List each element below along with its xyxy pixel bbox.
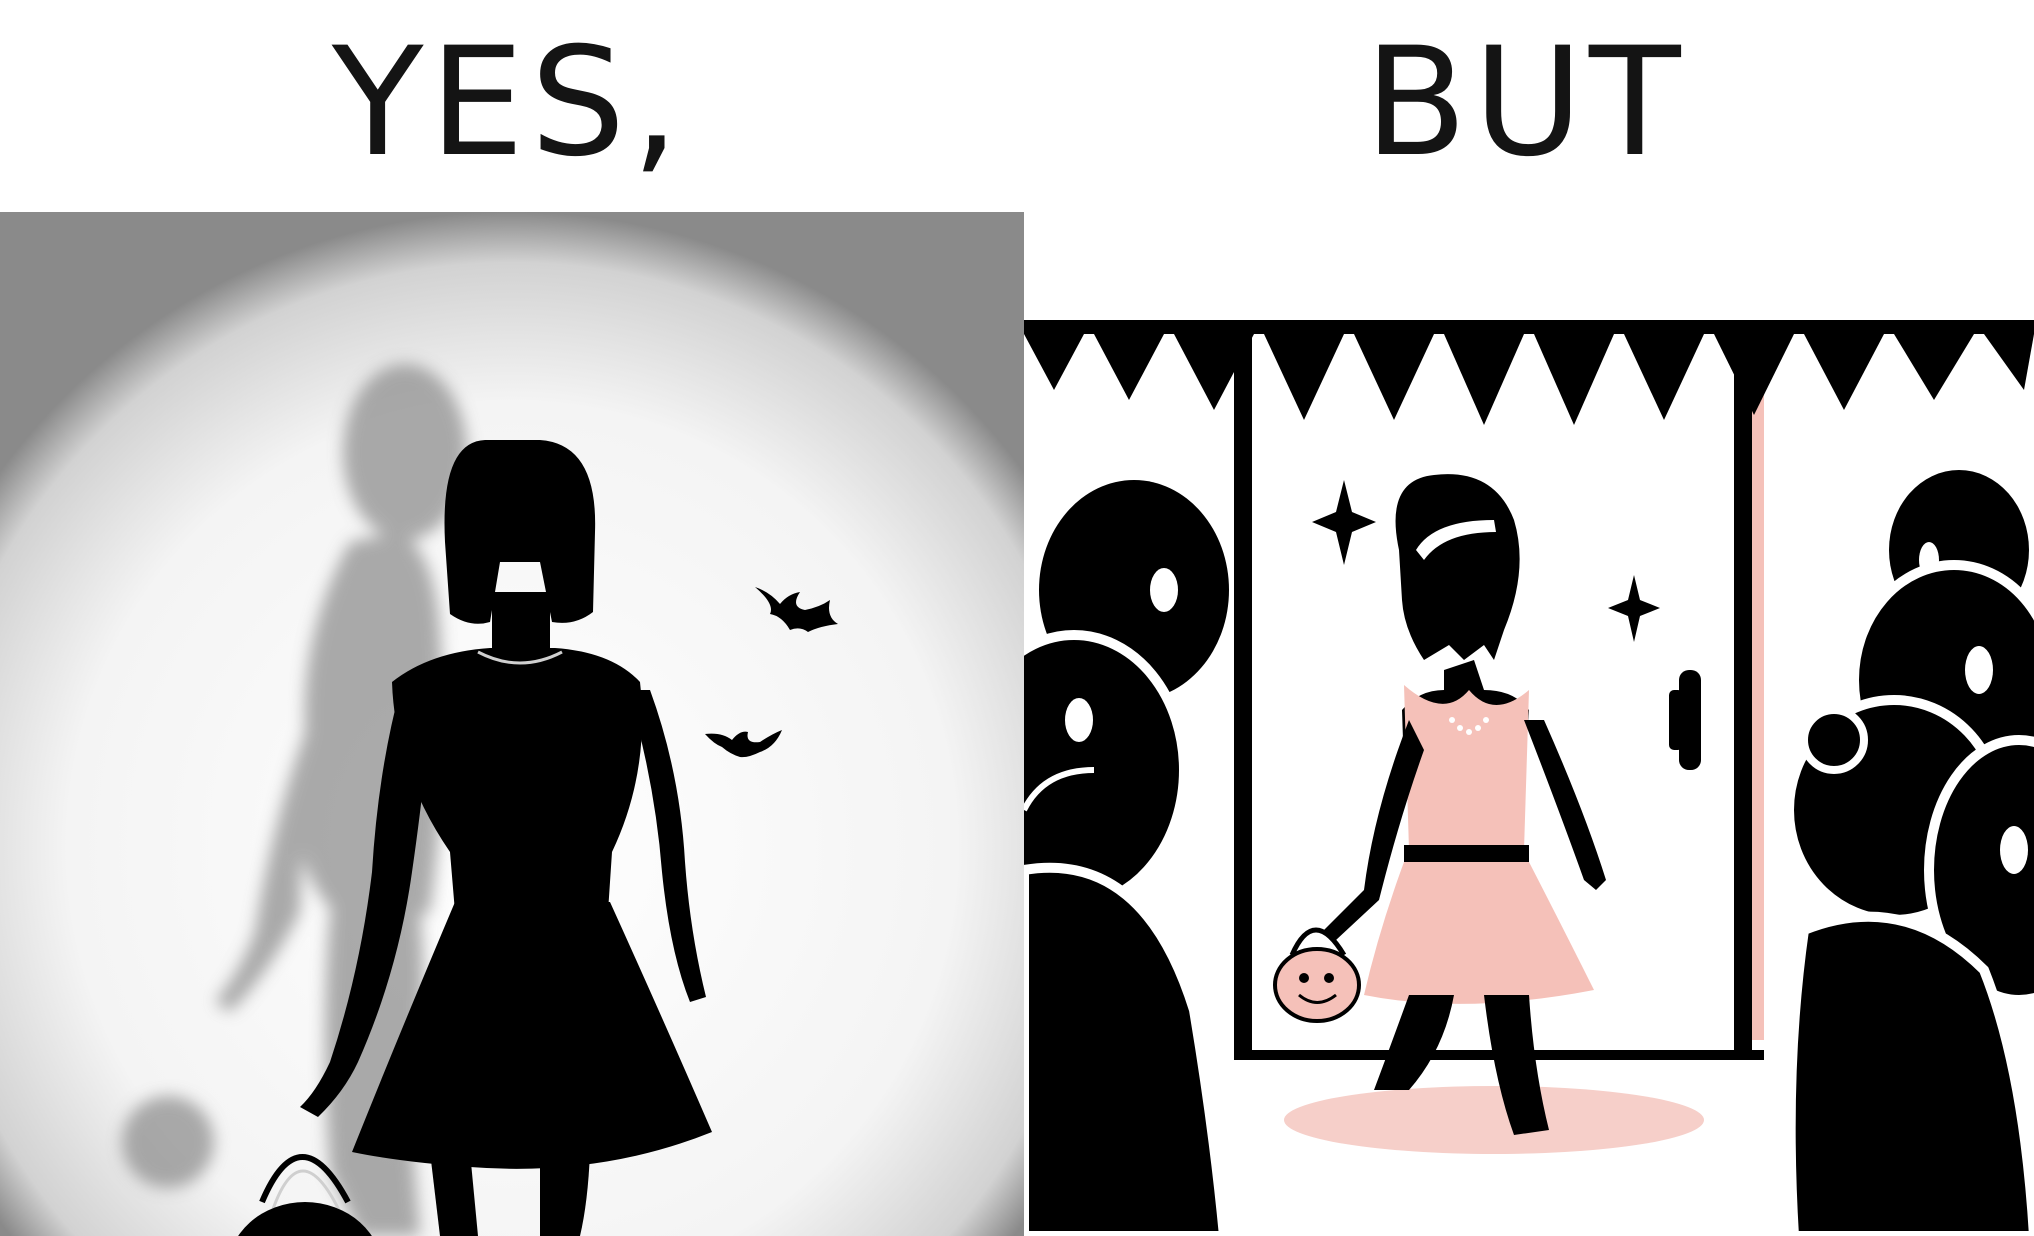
yes-illustration	[0, 212, 1024, 1236]
caption-yes: YES,	[331, 15, 686, 190]
pink-floor	[1284, 1086, 1704, 1154]
panel-but	[1024, 250, 2034, 1236]
panel-yes	[0, 212, 1024, 1236]
but-illustration	[1024, 250, 2034, 1236]
caption-but: BUT	[1364, 15, 1687, 190]
